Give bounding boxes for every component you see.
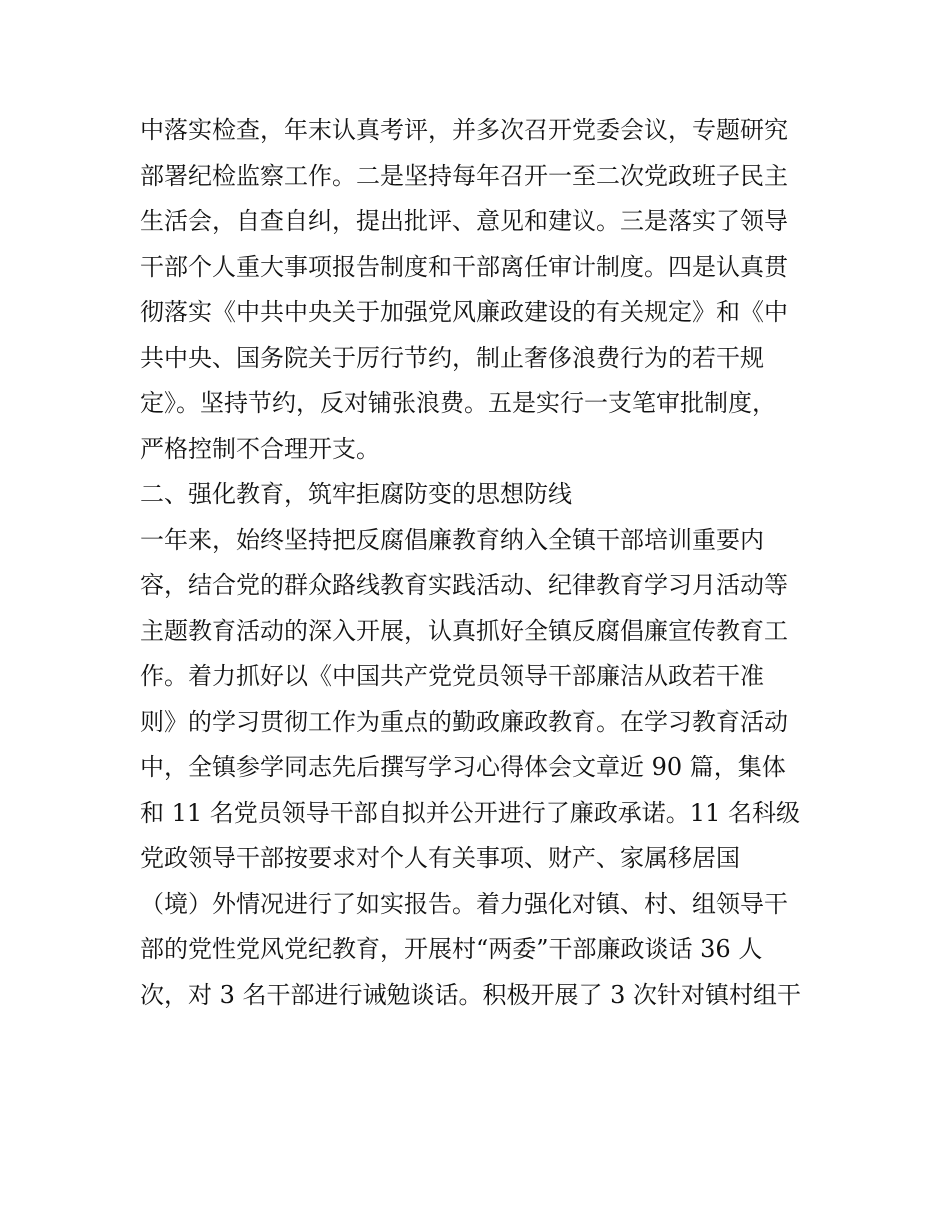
text-line: 作。着力抓好以《中国共产党党员领导干部廉洁从政若干准: [140, 662, 764, 690]
text-line: 部的党性党风党纪教育，开展村“两委”干部廉政谈话 36 人: [140, 935, 763, 963]
text-line: 一年来，始终坚持把反腐倡廉教育纳入全镇干部培训重要内: [140, 525, 764, 554]
text-line: 部署纪检监察工作。二是坚持每年召开一至二次党政班子民主: [140, 161, 788, 190]
section-heading: 二、强化教育，筑牢拒腐防变的思想防线: [140, 480, 572, 508]
text-line: 共中央、国务院关于厉行节约，制止奢侈浪费行为的若干规: [140, 343, 764, 372]
body-text: [140, 108, 830, 1018]
text-line: 干部个人重大事项报告制度和干部离任审计制度。四是认真贯: [140, 252, 788, 281]
text-line: 中落实检查，年末认真考评，并多次召开党委会议，专题研究: [140, 116, 788, 144]
text-line: 容，结合党的群众路线教育实践活动、纪律教育学习月活动等: [140, 571, 788, 599]
text-line: 次，对 3 名干部进行诫勉谈话。积极开展了 3 次针对镇村组干: [140, 980, 802, 1009]
text-line: 主题教育活动的深入开展，认真抓好全镇反腐倡廉宣传教育工: [140, 616, 788, 645]
text-line: 严格控制不合理开支。: [140, 434, 380, 463]
text-line: 生活会，自查自纠，提出批评、意见和建议。三是落实了领导: [140, 207, 788, 235]
text-line: （境）外情况进行了如实报告。着力强化对镇、村、组领导干: [140, 889, 788, 918]
text-line: 彻落实《中共中央关于加强党风廉政建设的有关规定》和《中: [140, 298, 788, 326]
text-line: 定》。坚持节约，反对铺张浪费。五是实行一支笔审批制度，: [140, 389, 776, 417]
text-line: 则》的学习贯彻工作为重点的勤政廉政教育。在学习教育活动: [140, 707, 788, 736]
text-line: 和 11 名党员领导干部自拟并公开进行了廉政承诺。11 名科级: [140, 798, 800, 827]
text-line: 中，全镇参学同志先后撰写学习心得体会文章近 90 篇，集体: [140, 753, 786, 781]
text-line: 党政领导干部按要求对个人有关事项、财产、家属移居国: [140, 844, 740, 872]
